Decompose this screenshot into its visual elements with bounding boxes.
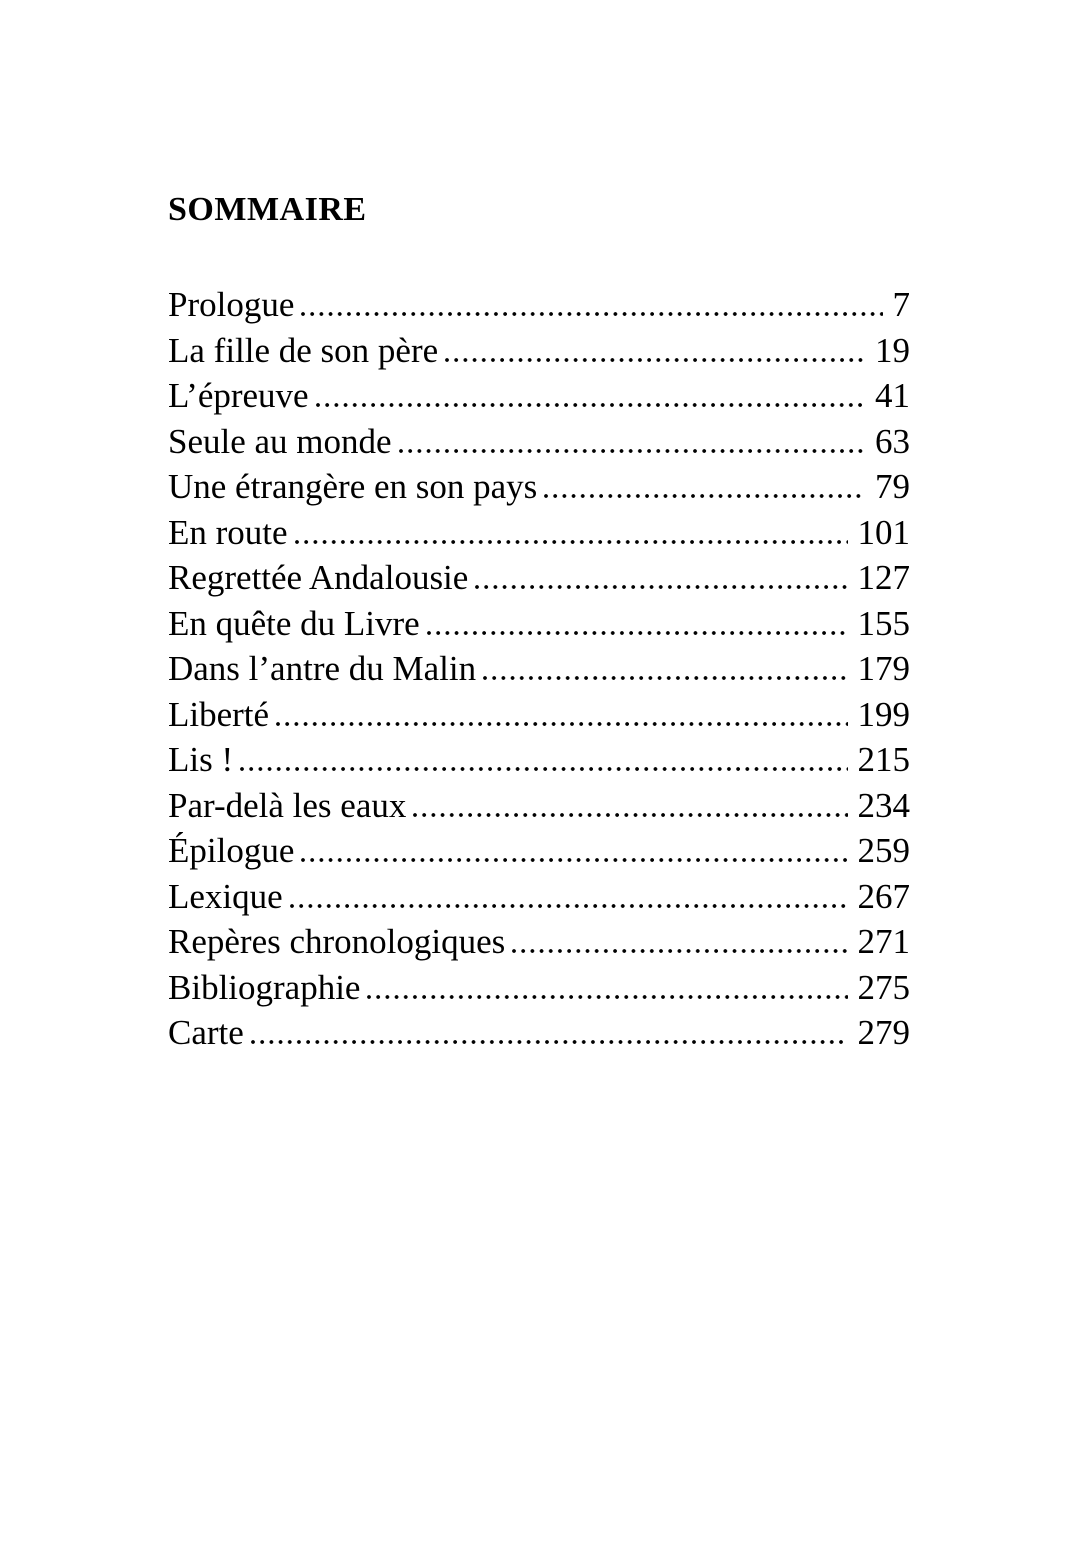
dot-leader — [301, 858, 847, 862]
toc-entry-label: En quête du Livre — [168, 603, 420, 643]
toc-entry — [168, 282, 910, 328]
dot-leader — [290, 904, 848, 908]
toc-entry-page-number: 259 — [857, 831, 910, 870]
dot-leader — [316, 403, 865, 407]
toc-entry — [168, 692, 910, 738]
toc-entry — [168, 828, 910, 874]
dot-leader — [240, 767, 847, 771]
dot-leader — [301, 312, 882, 316]
toc-entry-page-number: 279 — [857, 1013, 910, 1052]
toc-entry-page-number: 127 — [857, 558, 910, 597]
toc-entry-label: Épilogue — [168, 831, 295, 870]
dot-leader — [445, 358, 865, 362]
toc-entry — [168, 464, 910, 510]
dot-leader — [427, 631, 848, 635]
toc-entry-label: Prologue — [168, 285, 295, 324]
toc-entry-page-number: 215 — [857, 740, 910, 779]
toc-entry-label: Lexique — [168, 876, 283, 916]
dot-leader — [276, 722, 847, 726]
toc-entry — [168, 555, 910, 601]
dot-leader — [251, 1040, 848, 1044]
toc-entry — [168, 373, 910, 419]
toc-list — [168, 282, 910, 1056]
toc-entry — [168, 328, 910, 374]
toc-entry — [168, 646, 910, 692]
toc-entry-page-number: 63 — [875, 421, 910, 461]
dot-leader — [475, 585, 847, 589]
toc-entry-page-number: 267 — [857, 876, 910, 916]
toc-entry-label: Regrettée Andalousie — [168, 558, 469, 597]
toc-entry — [168, 919, 910, 965]
dot-leader — [512, 949, 847, 953]
dot-leader — [483, 676, 847, 680]
page-title: SOMMAIRE — [168, 191, 367, 228]
toc-entry-label: Carte — [168, 1013, 244, 1052]
toc-entry-label: Repères chronologiques — [168, 922, 506, 961]
toc-entry-page-number: 155 — [857, 603, 910, 643]
toc-entry-label: Par-delà les eaux — [168, 785, 407, 825]
toc-entry-label: Liberté — [168, 694, 270, 734]
toc-entry-label: En route — [168, 512, 288, 552]
toc-entry-page-number: 199 — [857, 694, 910, 734]
toc-entry-page-number: 179 — [857, 649, 910, 688]
toc-entry-page-number: 41 — [875, 376, 910, 415]
toc-entry — [168, 419, 910, 465]
toc-entry-page-number: 271 — [857, 922, 910, 961]
dot-leader — [367, 995, 847, 999]
toc-entry-label: Seule au monde — [168, 421, 392, 461]
toc-entry-label: La fille de son père — [168, 330, 439, 370]
toc-entry-page-number: 19 — [875, 330, 910, 370]
toc-entry — [168, 783, 910, 829]
toc-entry-label: L’épreuve — [168, 376, 309, 415]
dot-leader — [399, 449, 865, 453]
dot-leader — [544, 494, 865, 498]
toc-entry — [168, 737, 910, 783]
toc-entry-page-number: 7 — [892, 285, 910, 324]
toc-entry-label: Lis ! — [168, 740, 234, 779]
toc-entry — [168, 510, 910, 556]
toc-entry — [168, 874, 910, 920]
toc-entry-page-number: 79 — [875, 467, 910, 506]
toc-entry — [168, 601, 910, 647]
toc-entry-page-number: 275 — [857, 967, 910, 1007]
toc-entry-page-number: 234 — [857, 785, 910, 825]
dot-leader — [295, 540, 848, 544]
toc-entry-label: Dans l’antre du Malin — [168, 649, 477, 688]
toc-entry-page-number: 101 — [857, 512, 910, 552]
toc-entry-label: Une étrangère en son pays — [168, 467, 538, 506]
toc-entry — [168, 1010, 910, 1056]
toc-entry-label: Bibliographie — [168, 967, 361, 1007]
dot-leader — [413, 813, 847, 817]
toc-entry — [168, 965, 910, 1011]
